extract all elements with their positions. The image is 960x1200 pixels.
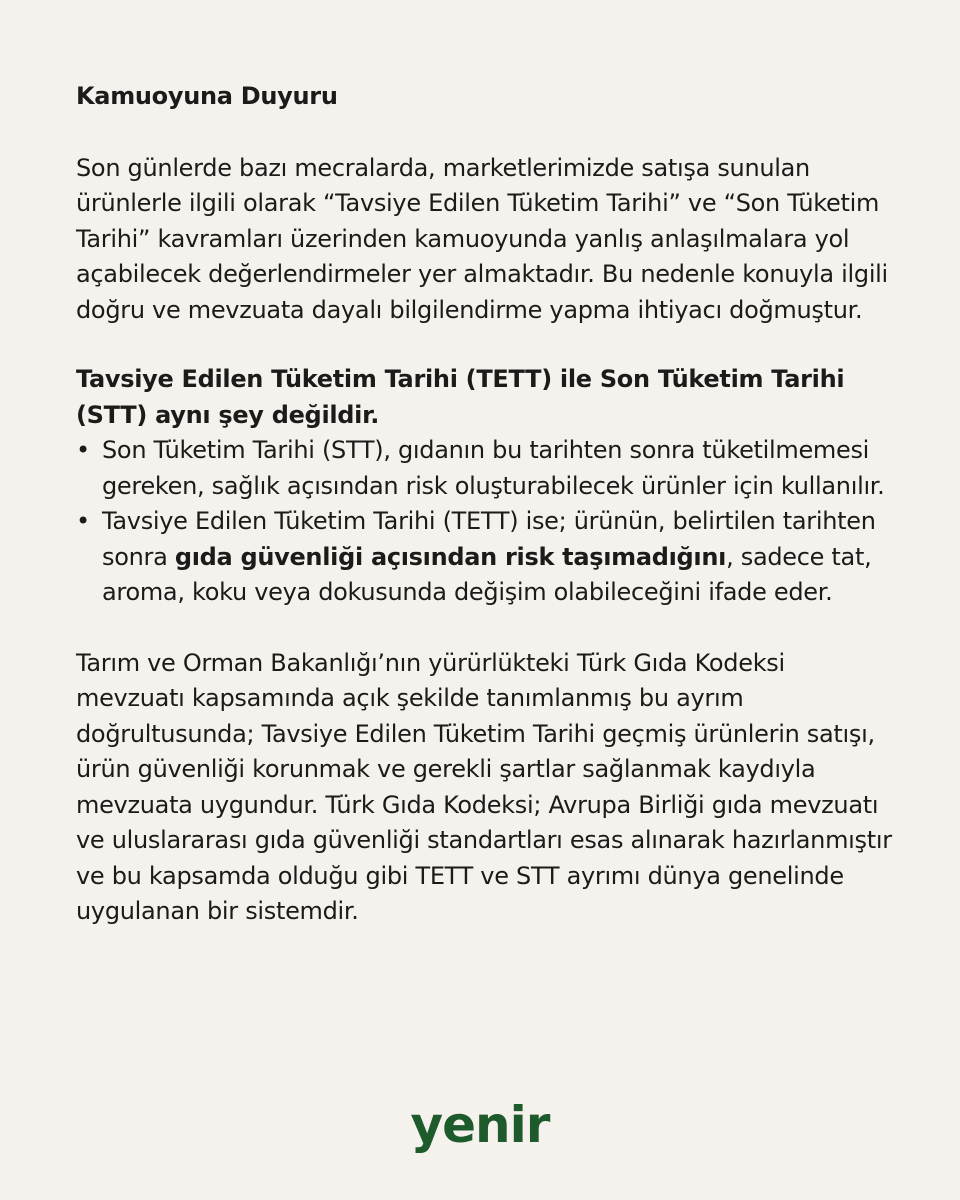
bullet-text-tett-start: Tavsiye Edilen Tüketim Tarihi (TETT) ise; ürünün, belirtilen tarihten sonra bbox=[102, 507, 876, 571]
list-item-tett bbox=[76, 504, 896, 611]
brand-logo-text: yenir bbox=[410, 1098, 550, 1154]
closing-paragraph: Tarım ve Orman Bakanlığı’nın yürürlükteki Türk Gıda Kodeksi mevzuatı kapsamında açık şekilde tanımlanmış bu ayrım doğrultusunda; Tavsiye Edilen Tüketim Tarihi geçmiş ürünlerin satışı, ürün güvenliği korunmak ve gerekli şartlar sağlanmak kaydıyla mevzuata uygundur. Türk Gıda Kodeksi; Avrupa Birliği gıda mevzuatı ve uluslararası gıda güvenliği standartları esas alınarak hazırlanmıştır ve bu kapsamda olduğu gibi TETT ve STT ayrımı dünya genelinde uygulanan bir sistemdir. bbox=[76, 648, 892, 925]
announcement-heading: Kamuoyuna Duyuru bbox=[76, 82, 338, 110]
bullet-marker: • bbox=[76, 507, 90, 535]
brand-logo bbox=[0, 1098, 960, 1166]
bullet-text-stt: Son Tüketim Tarihi (STT), gıdanın bu tarihten sonra tüketilmemesi gereken, sağlık açısından risk oluşturabilecek ürünler için kullanılır. bbox=[102, 436, 885, 500]
bullet-text-tett-emphasis: gıda güvenliği açısından risk taşımadığını bbox=[174, 542, 727, 571]
bullet-text-tett-end: , sadece tat, aroma, koku veya dokusunda değişim olabileceğini ifade eder. bbox=[102, 542, 872, 606]
announcement-body bbox=[76, 79, 896, 930]
yenir-logo-icon bbox=[407, 1098, 553, 1162]
bullet-marker: • bbox=[76, 436, 90, 464]
bullet-list bbox=[76, 433, 896, 611]
intro-paragraph: Son günlerde bazı mecralarda, marketlerimizde satışa sunulan ürünlerle ilgili olarak “Tavsiye Edilen Tüketim Tarihi” ve “Son Tüketim Tarihi” kavramları üzerinden kamuoyunda yanlış anlaşılmalara yol açabilecek değerlendirmeler yer almaktadır. Bu nedenle konuyla ilgili doğru ve mevzuata dayalı bilgilendirme yapma ihtiyacı doğmuştur. bbox=[76, 153, 888, 324]
section-title: Tavsiye Edilen Tüketim Tarihi (TETT) ile Son Tüketim Tarihi (STT) aynı şey değildir. bbox=[76, 365, 845, 429]
list-item-stt bbox=[76, 433, 896, 504]
